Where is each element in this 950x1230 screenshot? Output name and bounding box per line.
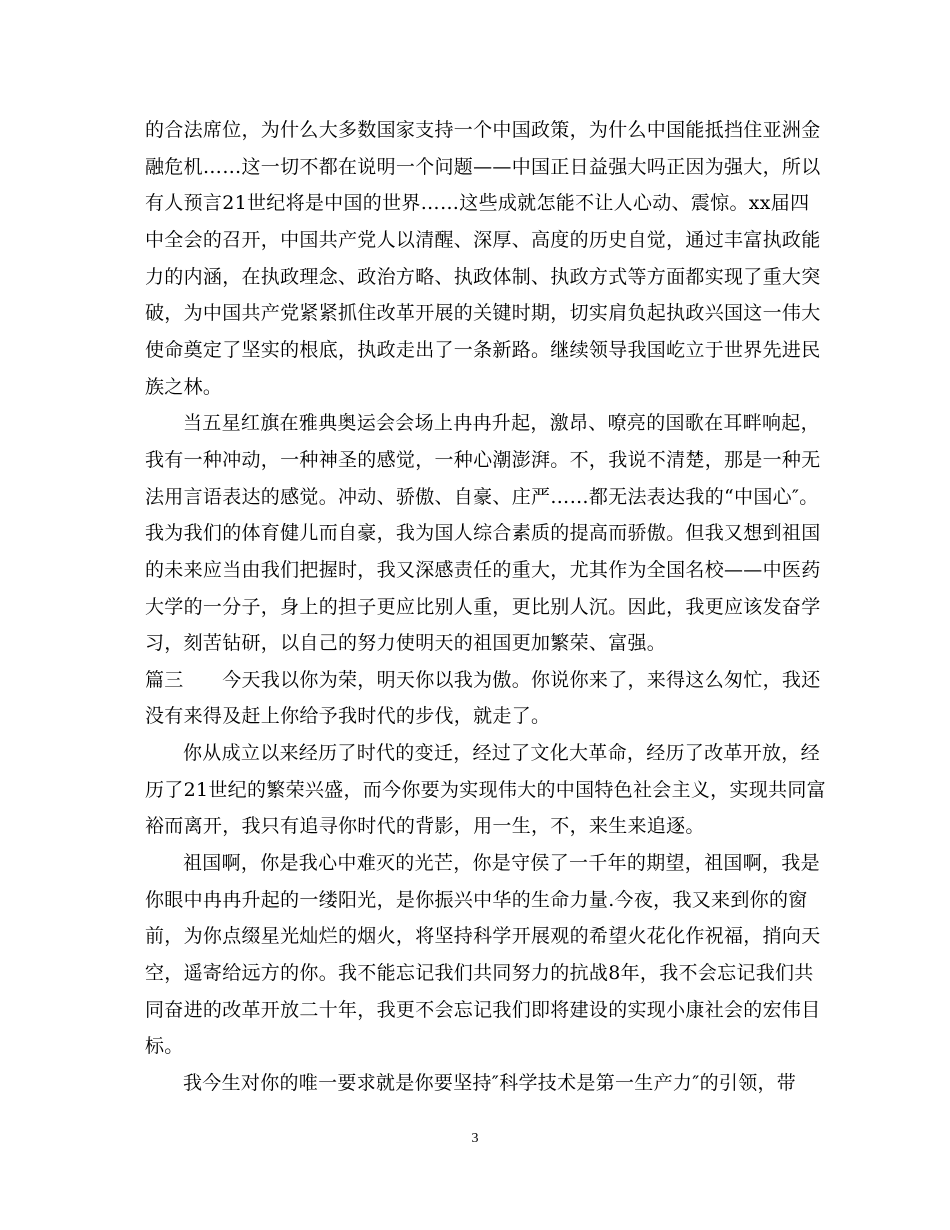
text-line: 标。 bbox=[145, 1035, 184, 1057]
text-line: 族之林。 bbox=[145, 376, 223, 398]
text-line: 的合法席位，为什么大多数国家支持一个中国政策，为什么中国能抵挡住亚洲金 bbox=[145, 119, 821, 141]
text-line: 中全会的召开，中国共产党人以清醒、深厚、高度的历史自觉，通过丰富执政能 bbox=[145, 229, 821, 251]
text-line: 前，为你点缀星光灿烂的烟火，将坚持科学开展观的希望火花化作祝福，捎向天 bbox=[145, 925, 821, 947]
text-line: 使命奠定了坚实的根底，执政走出了一条新路。继续领导我国屹立于世界先进民 bbox=[145, 339, 821, 361]
text-line: 大学的一分子，身上的担子更应比别人重，更比别人沉。因此，我更应该发奋学 bbox=[145, 596, 821, 618]
text-line: 我为我们的体育健儿而自豪，我为国人综合素质的提高而骄傲。但我又想到祖国 bbox=[145, 522, 821, 544]
text-line: 裕而离开，我只有追寻你时代的背影，用一生，不，来生来追逐。 bbox=[145, 815, 705, 837]
text-line: 我有一种冲动，一种神圣的感觉，一种心潮澎湃。不，我说不清楚，那是一种无 bbox=[145, 449, 821, 471]
text-line: 有人预言21世纪将是中国的世界……这些成就怎能不让人心动、震惊。xx届四 bbox=[145, 192, 810, 214]
text-line: 当五星红旗在雅典奥运会会场上冉冉升起，激昂、嘹亮的国歌在耳畔响起， bbox=[183, 412, 820, 434]
text-line: 的未来应当由我们把握时，我又深感责任的重大，尤其作为全国名校——中医药 bbox=[145, 559, 821, 581]
page-number: 3 bbox=[471, 1131, 479, 1146]
text-line: 你眼中冉冉升起的一缕阳光，是你振兴中华的生命力量.今夜，我又来到你的窗 bbox=[145, 889, 808, 911]
text-line: 祖国啊，你是我心中难灭的光芒，你是守侯了一千年的期望，祖国啊，我是 bbox=[183, 852, 820, 874]
text-line: 你从成立以来经历了时代的变迁，经过了文化大革命，经历了改革开放，经 bbox=[183, 742, 820, 764]
text-line: 历了21世纪的繁荣兴盛，而今你要为实现伟大的中国特色社会主义，实现共同富 bbox=[145, 779, 826, 801]
section-heading-line: 篇三 今天我以你为荣，明天你以我为傲。你说你来了，来得这么匆忙，我还 bbox=[145, 669, 821, 691]
text-line: 同奋进的改革开放二十年，我更不会忘记我们即将建设的实现小康社会的宏伟目 bbox=[145, 999, 821, 1021]
text-line: 破，为中国共产党紧紧抓住改革开展的关键时期，切实肩负起执政兴国这一伟大 bbox=[145, 302, 821, 324]
text-line: 融危机……这一切不都在说明一个问题——中国正日益强大吗正因为强大，所以 bbox=[145, 156, 821, 178]
text-line: 没有来得及赶上你给予我时代的步伐，就走了。 bbox=[145, 705, 551, 727]
text-line: 空，遥寄给远方的你。我不能忘记我们共同努力的抗战8年，我不会忘记我们共 bbox=[145, 962, 814, 984]
text-line: 我今生对你的唯一要求就是你要坚持″科学技术是第一生产力″的引领，带 bbox=[183, 1072, 797, 1094]
text-line: 力的内涵，在执政理念、政治方略、执政体制、执政方式等方面都实现了重大突 bbox=[145, 266, 821, 288]
text-line: 法用言语表达的感觉。冲动、骄傲、自豪、庄严……都无法表达我的“中国心″。 bbox=[145, 486, 819, 508]
text-line: 习，刻苦钻研，以自己的努力使明天的祖国更加繁荣、富强。 bbox=[145, 632, 667, 654]
